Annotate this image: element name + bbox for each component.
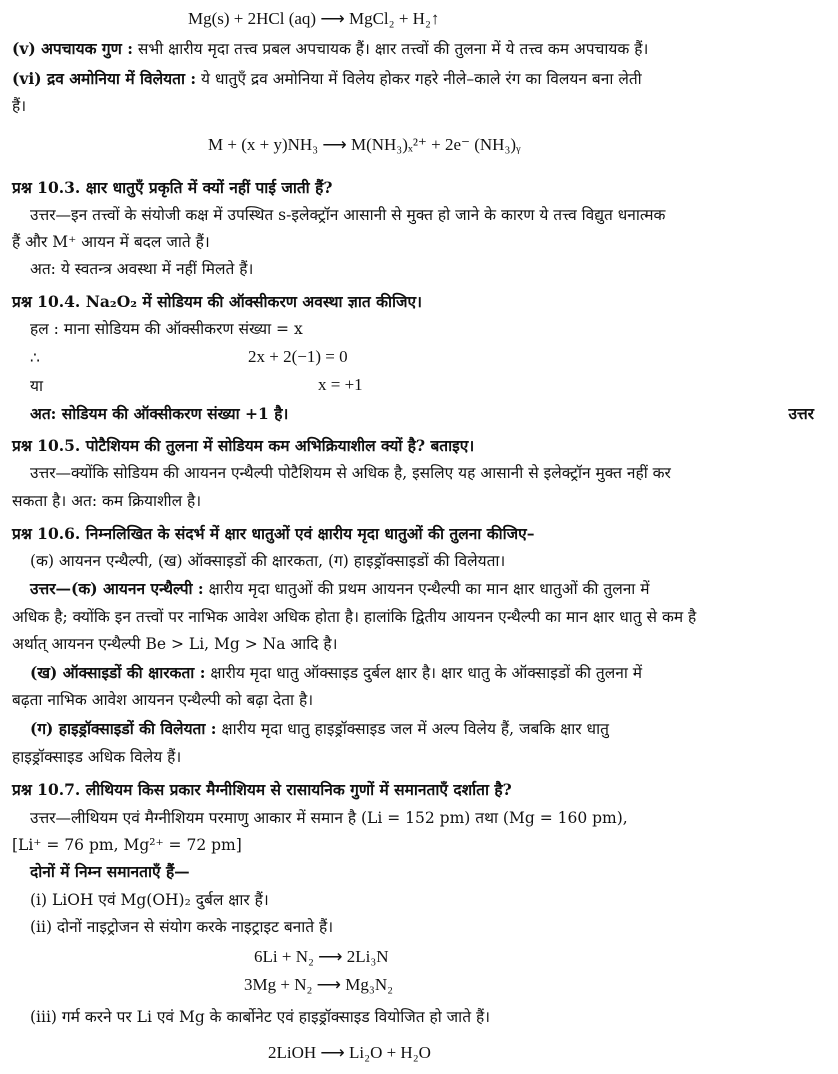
answer-10-3-line2: हैं और M⁺ आयन में बदल जाते हैं। [12, 233, 210, 251]
line-ammonia-solubility [12, 69, 826, 89]
answer-10-6-line4 [30, 663, 826, 683]
equation-result: x = +1 [318, 375, 363, 394]
question-10-6: प्रश्न 10.6. निम्नलिखित के संदर्भ में क्षार धातुओं एवं क्षारीय मृदा धातुओं की तुलना कीजिए– [12, 524, 535, 543]
answer-10-5-line2: सकता है। अत: कम क्रियाशील है। [12, 492, 202, 510]
text-oxide-basicity: क्षारीय मृदा धातु ऑक्साइड दुर्बल क्षार है। क्षार धातु के ऑक्साइडों की तुलना में [205, 664, 643, 682]
answer-10-4-final: अत: सोडियम की ऑक्सीकरण संख्या +1 है। [30, 404, 289, 423]
answer-10-6-line5: बढ़ता नाभिक आवेश आयनन एन्थैल्पी को बढ़ा देता है। [12, 691, 314, 709]
question-10-4: प्रश्न 10.4. Na₂O₂ में सोडियम की ऑक्सीकरण अवस्था ज्ञात कीजिए। [12, 292, 422, 311]
text-ionization-enthalpy: क्षारीय मृदा धातुओं की प्रथम आयनन एन्थैल्पी का मान क्षार धातुओं की तुलना में [203, 580, 650, 598]
answer-10-6-line6 [30, 719, 826, 739]
equation-lioh: 2LiOH ⟶ Li₂O + H₂O [268, 1043, 431, 1062]
answer-10-6-line1 [30, 579, 826, 599]
equation-mg-nitride: 3Mg + N₂ ⟶ Mg₃N₂ [244, 975, 394, 994]
answer-10-5-line1: उत्तर—क्योंकि सोडियम की आयनन एन्थैल्पी पोटैशियम से अधिक है, इसलिए यह आसानी से इलेक्ट्रॉन मुक्त नहीं कर [30, 464, 671, 482]
answer-10-6-line2: अधिक है; क्योंकि इन तत्त्वों पर नाभिक आवेश अधिक होता है। हालांकि द्वितीय आयनन एन्थैल्पी का मान क्षार धातु से कम है [12, 608, 697, 626]
answer-10-3-line3: अत: ये स्वतन्त्र अवस्था में नहीं मिलते हैं। [30, 260, 254, 278]
text-hydroxide-solubility: क्षारीय मृदा धातु हाइड्रॉक्साइड जल में अल्प विलेय हैं, जबकि क्षार धातु [216, 720, 609, 738]
heading-ionization-enthalpy: उत्तर—(क) आयनन एन्थैल्पी : [30, 579, 204, 598]
heading-hydroxide-solubility: (ग) हाइड्रॉक्साइडों की विलेयता : [30, 719, 217, 738]
question-10-5: प्रश्न 10.5. पोटैशियम की तुलना में सोडियम कम अभिक्रियाशील क्यों है? बताइए। [12, 436, 475, 455]
answer-10-7-line2: [Li⁺ = 76 pm, Mg²⁺ = 72 pm] [12, 836, 242, 854]
answer-10-7-line1: उत्तर—लीथियम एवं मैग्नीशियम परमाणु आकार में समान है (Li = 152 pm) तथा (Mg = 160 pm), [30, 809, 628, 827]
answer-label: उत्तर [788, 404, 814, 423]
equation-mg-hcl: Mg(s) + 2HCl (aq) ⟶ MgCl₂ + H₂↑ [188, 9, 440, 28]
answer-10-6-line7: हाइड्रॉक्साइड अधिक विलेय हैं। [12, 748, 182, 766]
answer-10-7-point3: (iii) गर्म करने पर Li एवं Mg के कार्बोनेट एवं हाइड्रॉक्साइड वियोजित हो जाते हैं। [30, 1008, 491, 1026]
heading-oxide-basicity: (ख) ऑक्साइडों की क्षारकता : [30, 663, 206, 682]
heading-ammonia-solubility: (vi) द्रव अमोनिया में विलेयता : [12, 69, 197, 88]
heading-reducing-property: (v) अपचायक गुण : [12, 39, 133, 58]
equation-li-nitride: 6Li + N₂ ⟶ 2Li₃N [254, 947, 389, 966]
solution-10-4-line1: हल : माना सोडियम की ऑक्सीकरण संख्या = x [30, 320, 303, 338]
answer-10-7-point2: (ii) दोनों नाइट्रोजन से संयोग करके नाइट्राइट बनाते हैं। [30, 918, 334, 936]
answer-10-7-similarities: दोनों में निम्न समानताएँ हैं— [30, 862, 190, 881]
answer-10-7-point1: (i) LiOH एवं Mg(OH)₂ दुर्बल क्षार हैं। [30, 891, 269, 909]
question-10-7: प्रश्न 10.7. लीथियम किस प्रकार मैग्नीशियम से रासायनिक गुणों में समानताएँ दर्शाता है? [12, 780, 512, 799]
question-10-3: प्रश्न 10.3. क्षार धातुएँ प्रकृति में क्यों नहीं पाई जाती हैं? [12, 178, 333, 197]
text-reducing-property: सभी क्षारीय मृदा तत्त्व प्रबल अपचायक हैं। क्षार तत्त्वों की तुलना में ये तत्त्व कम अपचायक हैं। [132, 40, 649, 58]
line-ammonia-solubility-cont: हैं। [12, 97, 27, 115]
text-ammonia-solubility: ये धातुएँ द्रव अमोनिया में विलेय होकर गहरे नीले–काले रंग का विलयन बना लेती [196, 70, 642, 88]
question-10-6-parts: (क) आयनन एन्थैल्पी, (ख) ऑक्साइडों की क्षारकता, (ग) हाइड्रॉक्साइडों की विलेयता। [30, 552, 506, 570]
or-label: या [30, 377, 44, 395]
line-reducing-property [12, 39, 826, 59]
equation-oxidation: 2x + 2(−1) = 0 [248, 347, 348, 366]
answer-10-6-line3: अर्थात् आयनन एन्थैल्पी Be > Li, Mg > Na आदि है। [12, 635, 338, 653]
therefore-symbol: ∴ [30, 349, 40, 367]
equation-ammonia: M + (x + y)NH₃ ⟶ M(NH₃)ₓ²⁺ + 2e⁻ (NH₃)ᵧ [208, 135, 521, 154]
answer-10-3-line1: उत्तर—इन तत्त्वों के संयोजी कक्ष में उपस्थित s-इलेक्ट्रॉन आसानी से मुक्त हो जाने के कारण ये तत्त्व विद्युत धनात्मक [30, 206, 666, 224]
